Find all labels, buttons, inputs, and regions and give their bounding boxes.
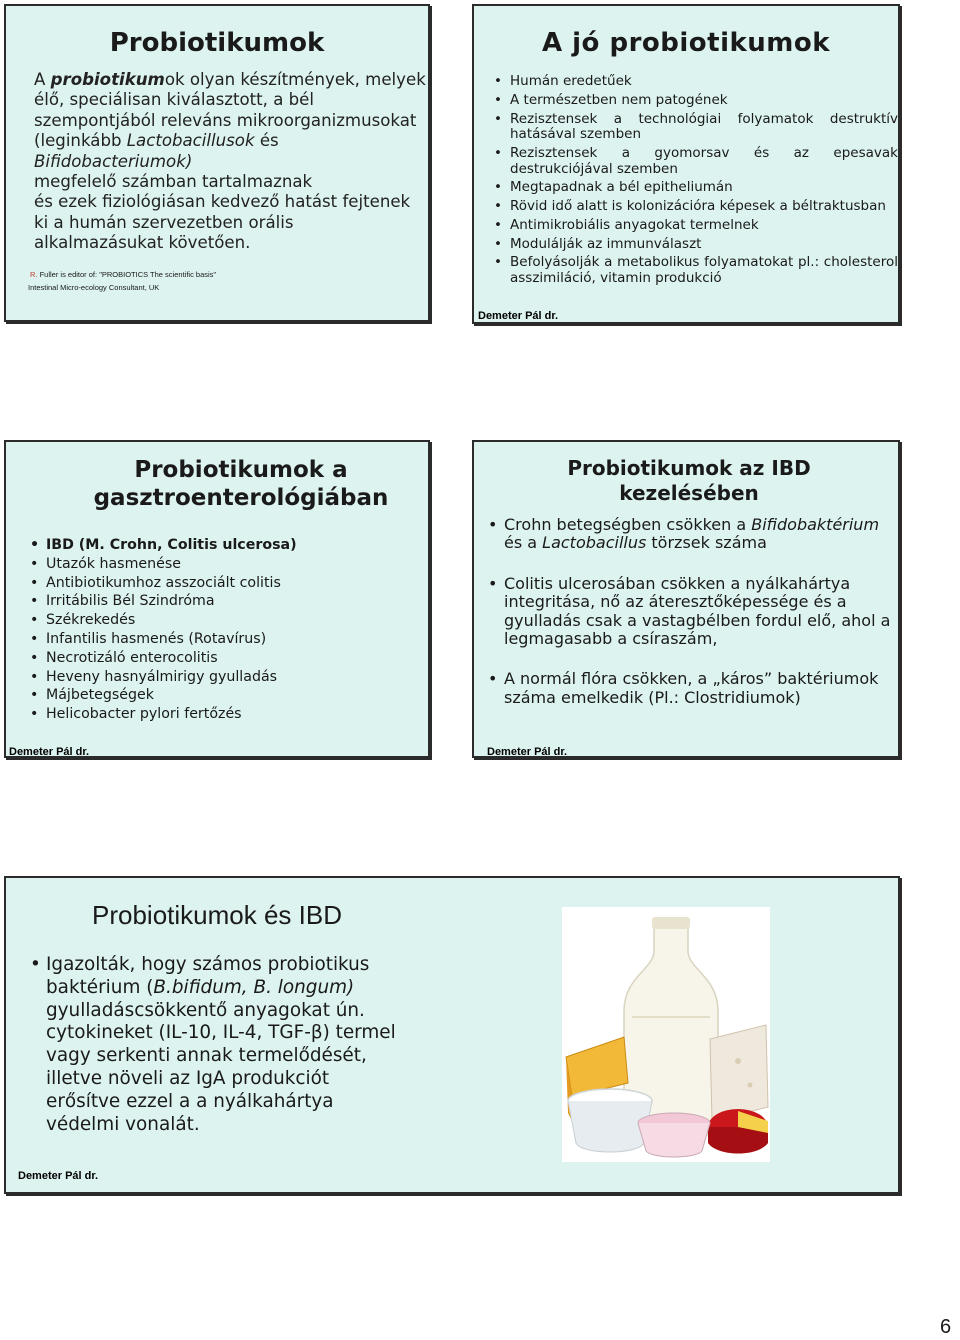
author-label: Demeter Pál dr. [487, 746, 568, 758]
page-number: 6 [940, 1316, 952, 1338]
list-item: • Rezisztensek a gyomorsav és az epesavak destrukciójával szemben [510, 146, 898, 177]
author-label: Demeter Pál dr. [9, 746, 90, 758]
reference-author: R. [30, 270, 38, 279]
list-item [46, 954, 406, 1136]
list-item: • Irritábilis Bél Szindróma [46, 592, 426, 611]
evidence-list [46, 954, 406, 1136]
title-line: gasztroenterológiában [93, 485, 389, 511]
slide-probiotikumok-es-ibd [4, 876, 900, 1194]
text-run: és a [504, 533, 543, 553]
slide-title [514, 456, 864, 506]
list-item: • A normál flóra csökken, a „káros” baktériumok száma emelkedik (Pl.: Clostridiumok) [504, 670, 894, 707]
text-run: gyulladáscsökkentő anyagokat ún. cytokineket (IL-10, IL-4, TGF-β) termel vagy serkenti annak termelődését, illetve növeli az IgA produkciót erősítve ezzel a a nyálkahártya védelmi vonalát. [46, 999, 396, 1135]
text-line: megfelelő számban tartalmaznak [34, 172, 313, 192]
title-line: Probiotikumok a [134, 457, 348, 483]
list-item [504, 516, 894, 553]
author-label: Demeter Pál dr. [18, 1170, 99, 1182]
text-run: Crohn betegségben csökken a [504, 515, 752, 534]
list-item: • IBD (M. Crohn, Colitis ulcerosa) [46, 536, 426, 555]
list-item: • Székrekedés [46, 611, 426, 630]
dairy-illustration [562, 907, 770, 1162]
reference-line [30, 270, 216, 279]
list-item: • Májbetegségek [46, 686, 426, 705]
text-run-emph: probiotikum [50, 70, 165, 89]
list-item: • Rezisztensek a technológiai folyamatok destruktív hatásával szemben [510, 112, 898, 143]
title-line: Probiotikumok az IBD [567, 456, 811, 480]
criteria-list [510, 74, 898, 290]
dairy-products-photo [562, 907, 770, 1162]
list-item: • Befolyásolják a metabolikus folyamatokat pl.: cholesterol asszimiláció, vitamin produkció [510, 255, 898, 286]
text-run-italic: B.bifidum, B. longum) [153, 976, 355, 998]
title-line: kezelésében [619, 481, 759, 505]
text-run: ok olyan készítmények, melyek [164, 70, 426, 89]
reference-affiliation: Intestinal Micro-ecology Consultant, UK [28, 283, 160, 292]
slide-title: Probiotikumok és IBD [92, 900, 342, 930]
text-run-italic: Bifidobaktérium [751, 515, 880, 534]
text-line: alkalmazásukat követően. [34, 233, 251, 253]
slide-title: Probiotikumok [109, 28, 325, 58]
slide-jo-probiotikumok [472, 4, 900, 324]
text-run-italic: Lactobacillus [542, 533, 647, 553]
list-item: • Helicobacter pylori fertőzés [46, 705, 426, 724]
list-item: • Necrotizáló enterocolitis [46, 649, 426, 668]
slide-ibd-kezeles [472, 440, 900, 758]
text-run: A [34, 70, 51, 89]
text-run-italic: Lactobacillusok [126, 131, 255, 151]
slide-probiotikumok [4, 4, 430, 322]
slide-title [66, 456, 416, 512]
list-item: • Infantilis hasmenés (Rotavírus) [46, 630, 426, 649]
definition-text [34, 70, 430, 254]
indications-list [46, 536, 426, 724]
slide-title: A jó probiotikumok [541, 28, 831, 58]
list-item: • Antimikrobiális anyagokat termelnek [510, 218, 898, 234]
reference-text: Fuller is editor of: "PROBIOTICS The scientific basis" [37, 270, 217, 279]
list-item: • Antibiotikumhoz asszociált colitis [46, 574, 426, 593]
list-item: • Rövid idő alatt is kolonizációra képesek a béltraktusban [510, 199, 898, 215]
ibd-findings-list [504, 516, 894, 729]
text-line: élő, speciálisan kiválasztott, a bél [34, 90, 314, 110]
list-item: • Utazók hasmenése [46, 555, 426, 574]
text-run: törzsek száma [646, 533, 767, 553]
text-run: és [254, 131, 279, 151]
author-label: Demeter Pál dr. [478, 310, 559, 322]
list-item: • A természetben nem patogének [510, 93, 898, 109]
list-item: • Megtapadnak a bél epitheliumán [510, 180, 898, 196]
text-line-italic: Bifidobacteriumok) [34, 151, 193, 171]
text-run: Igazolták, hogy számos probiotikus baktérium ( [46, 954, 370, 998]
text-run: (leginkább [34, 131, 127, 151]
text-line: és ezek fiziológiásan kedvező hatást fejtenek [34, 192, 411, 212]
text-line: ki a humán szervezetben orális [34, 212, 294, 232]
slide-gasztroenterologia [4, 440, 430, 758]
list-item: • Humán eredetűek [510, 74, 898, 90]
list-item: • Heveny hasnyálmirigy gyulladás [46, 668, 426, 687]
list-item: • Modulálják az immunválaszt [510, 237, 898, 253]
list-item: • Colitis ulcerosában csökken a nyálkahártya integritása, nő az áteresztőképessége és a gyulladás csak a vastagbélben fordul elő, ahol a legmagasabb a csíraszám, [504, 575, 894, 649]
text-line: szempontjából releváns mikroorganizmusokat [34, 110, 417, 130]
